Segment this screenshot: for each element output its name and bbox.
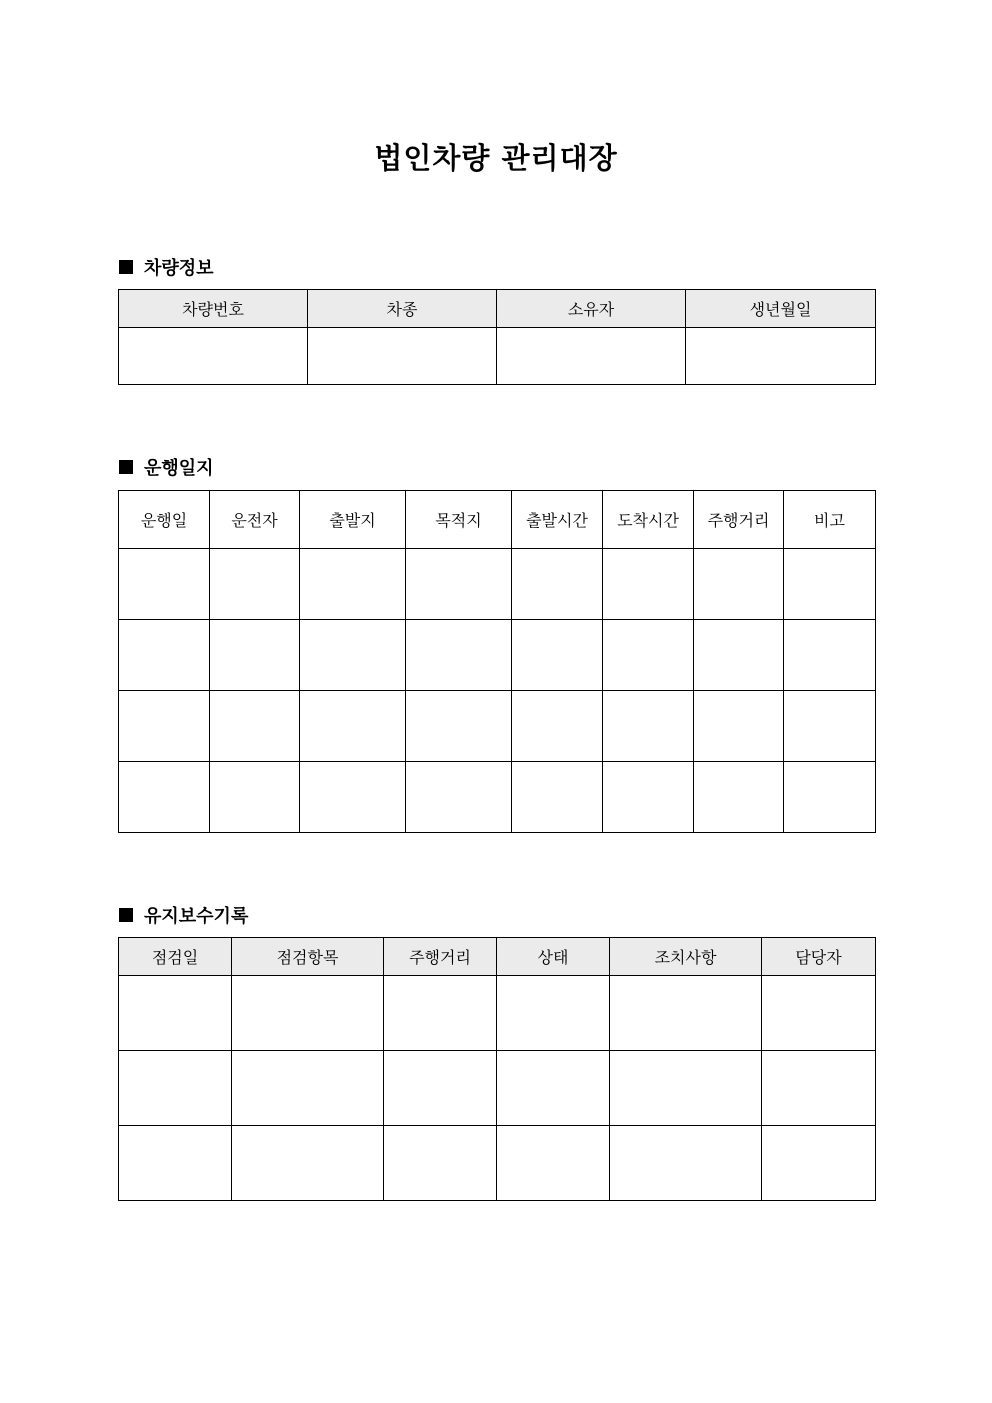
- table-header-row: [119, 290, 876, 328]
- column-header-destination: 목적지: [406, 491, 512, 549]
- empty-input-cell[interactable]: [406, 762, 512, 833]
- empty-input-cell[interactable]: [762, 1126, 876, 1201]
- empty-input-cell[interactable]: [694, 762, 784, 833]
- column-header-mileage: 주행거리: [384, 938, 497, 976]
- empty-input-cell[interactable]: [119, 691, 210, 762]
- empty-input-cell[interactable]: [694, 549, 784, 620]
- empty-input-cell[interactable]: [119, 762, 210, 833]
- section-heading-driving-log: [119, 454, 214, 480]
- table-row: [119, 976, 876, 1051]
- table-row: [119, 1051, 876, 1126]
- page-title: 법인차량 관리대장: [374, 141, 618, 175]
- empty-input-cell[interactable]: [406, 691, 512, 762]
- empty-input-cell[interactable]: [232, 1051, 384, 1126]
- column-header-person-in-charge: 담당자: [762, 938, 876, 976]
- empty-input-cell[interactable]: [210, 691, 300, 762]
- square-bullet-icon: [119, 460, 133, 474]
- column-header-owner: 소유자: [497, 290, 686, 328]
- section-heading-label: 운행일지: [144, 458, 214, 479]
- empty-input-cell[interactable]: [762, 976, 876, 1051]
- empty-input-cell[interactable]: [610, 976, 762, 1051]
- empty-input-cell[interactable]: [497, 1126, 610, 1201]
- empty-input-cell[interactable]: [603, 620, 694, 691]
- empty-input-cell[interactable]: [603, 762, 694, 833]
- empty-input-cell[interactable]: [384, 1051, 497, 1126]
- table-row: [119, 691, 876, 762]
- empty-input-cell[interactable]: [119, 549, 210, 620]
- column-header-departure: 출발지: [300, 491, 406, 549]
- table-row: [119, 762, 876, 833]
- empty-input-cell[interactable]: [610, 1051, 762, 1126]
- empty-input-cell[interactable]: [300, 620, 406, 691]
- column-header-birthdate: 생년월일: [686, 290, 876, 328]
- empty-input-cell[interactable]: [406, 549, 512, 620]
- column-header-inspection-date: 점검일: [119, 938, 232, 976]
- empty-input-cell[interactable]: [119, 976, 232, 1051]
- empty-input-cell[interactable]: [406, 620, 512, 691]
- maintenance-record-table: [118, 937, 876, 1201]
- empty-input-cell[interactable]: [384, 1126, 497, 1201]
- empty-input-cell[interactable]: [210, 762, 300, 833]
- empty-input-cell[interactable]: [497, 328, 686, 385]
- empty-input-cell[interactable]: [603, 691, 694, 762]
- empty-input-cell[interactable]: [512, 691, 603, 762]
- empty-input-cell[interactable]: [119, 620, 210, 691]
- section-heading-label: 유지보수기록: [144, 906, 249, 927]
- empty-input-cell[interactable]: [694, 620, 784, 691]
- column-header-inspection-item: 점검항목: [232, 938, 384, 976]
- empty-input-cell[interactable]: [232, 1126, 384, 1201]
- section-heading-label: 차량정보: [144, 258, 214, 279]
- empty-input-cell[interactable]: [384, 976, 497, 1051]
- table-header-row: [119, 938, 876, 976]
- empty-input-cell[interactable]: [762, 1051, 876, 1126]
- empty-input-cell[interactable]: [497, 976, 610, 1051]
- empty-input-cell[interactable]: [512, 762, 603, 833]
- empty-input-cell[interactable]: [512, 620, 603, 691]
- column-header-vehicle-number: 차량번호: [119, 290, 308, 328]
- empty-input-cell[interactable]: [784, 691, 876, 762]
- empty-input-cell[interactable]: [497, 1051, 610, 1126]
- column-header-distance: 주행거리: [694, 491, 784, 549]
- empty-input-cell[interactable]: [119, 328, 308, 385]
- column-header-vehicle-model: 차종: [308, 290, 497, 328]
- empty-input-cell[interactable]: [686, 328, 876, 385]
- vehicle-info-table: [118, 289, 876, 385]
- empty-input-cell[interactable]: [694, 691, 784, 762]
- square-bullet-icon: [119, 260, 133, 274]
- empty-input-cell[interactable]: [308, 328, 497, 385]
- table-row: [119, 1126, 876, 1201]
- column-header-arrival-time: 도착시간: [603, 491, 694, 549]
- empty-input-cell[interactable]: [512, 549, 603, 620]
- empty-input-cell[interactable]: [300, 762, 406, 833]
- column-header-status: 상태: [497, 938, 610, 976]
- empty-input-cell[interactable]: [300, 691, 406, 762]
- section-heading-maintenance-record: [119, 902, 248, 928]
- empty-input-cell[interactable]: [784, 762, 876, 833]
- empty-input-cell[interactable]: [119, 1126, 232, 1201]
- empty-input-cell[interactable]: [210, 549, 300, 620]
- table-row: [119, 328, 876, 385]
- section-heading-vehicle-info: [119, 254, 214, 280]
- column-header-driver: 운전자: [210, 491, 300, 549]
- column-header-remarks: 비고: [784, 491, 876, 549]
- column-header-drive-date: 운행일: [119, 491, 210, 549]
- empty-input-cell[interactable]: [610, 1126, 762, 1201]
- table-header-row: [119, 491, 876, 549]
- empty-input-cell[interactable]: [300, 549, 406, 620]
- table-row: [119, 620, 876, 691]
- empty-input-cell[interactable]: [784, 620, 876, 691]
- table-row: [119, 549, 876, 620]
- empty-input-cell[interactable]: [232, 976, 384, 1051]
- empty-input-cell[interactable]: [784, 549, 876, 620]
- empty-input-cell[interactable]: [210, 620, 300, 691]
- empty-input-cell[interactable]: [119, 1051, 232, 1126]
- column-header-action-taken: 조치사항: [610, 938, 762, 976]
- column-header-departure-time: 출발시간: [512, 491, 603, 549]
- empty-input-cell[interactable]: [603, 549, 694, 620]
- driving-log-table: [118, 490, 876, 833]
- square-bullet-icon: [119, 908, 133, 922]
